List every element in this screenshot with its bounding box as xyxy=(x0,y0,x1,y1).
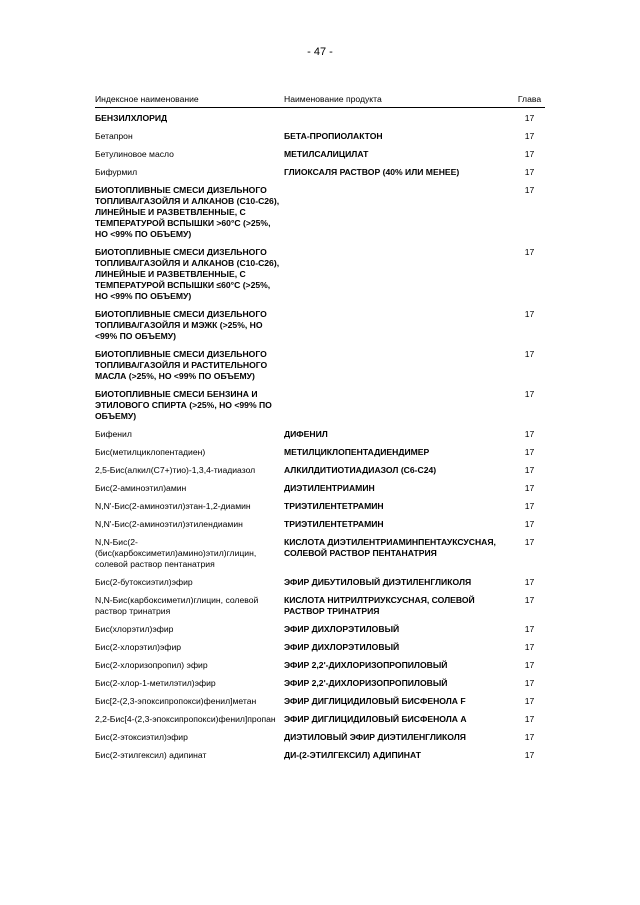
table-row xyxy=(95,624,545,642)
chapter-cell: 17 xyxy=(524,624,535,634)
product-name-cell xyxy=(284,247,514,309)
product-name-cell: ЭФИР ДИХЛОРЭТИЛОВЫЙ xyxy=(284,642,400,652)
table-row xyxy=(95,696,545,714)
index-name-cell: Бис(2-хлоризопропил) эфир xyxy=(95,660,208,670)
product-name-cell xyxy=(284,389,514,429)
chapter-cell: 17 xyxy=(524,167,535,177)
index-name-cell: БИОТОПЛИВНЫЕ СМЕСИ ДИЗЕЛЬНОГО ТОПЛИВА/ГАЗОЙЛЯ И МЭЖК (>25%, НО <99% ПО ОБЪЕМУ) xyxy=(95,309,267,341)
index-name-cell: БЕНЗИЛХЛОРИД xyxy=(95,113,168,123)
index-name-cell: Бис(2-этоксиэтил)эфир xyxy=(95,732,188,742)
chapter-cell: 17 xyxy=(524,113,535,123)
index-name-cell: БИОТОПЛИВНЫЕ СМЕСИ ДИЗЕЛЬНОГО ТОПЛИВА/ГАЗОЙЛЯ И АЛКАНОВ (С10-С26), ЛИНЕЙНЫЕ И РАЗВЕТВЛЕННЫЕ, С ТЕМПЕРАТУРОЙ ВСПЫШКИ ≤60°С (>25%, НО <99% ПО ОБЪЕМУ) xyxy=(95,247,280,301)
index-name-cell: N,N-Бис(2-(бис(карбоксиметил)амино)этил)глицин, солевой раствор пентанатрия xyxy=(95,537,257,569)
page-number: - 47 - xyxy=(307,46,333,58)
chapter-cell: 17 xyxy=(524,714,535,724)
product-name-cell: ТРИЭТИЛЕНТЕТРАМИН xyxy=(284,519,384,529)
chapter-cell: 17 xyxy=(524,678,535,688)
product-name-cell xyxy=(284,185,514,247)
index-name-cell: 2,2-Бис[4-(2,3-эпоксипропокси)фенил]пропан xyxy=(95,714,276,724)
product-name-cell: ДИЭТИЛЕНТРИАМИН xyxy=(284,483,375,493)
chapter-cell: 17 xyxy=(524,519,535,529)
product-name-cell xyxy=(284,108,514,132)
index-name-cell: Бис(2-бутоксиэтил)эфир xyxy=(95,577,193,587)
chapter-cell: 17 xyxy=(524,537,535,547)
chapter-cell: 17 xyxy=(524,349,535,359)
chapter-cell: 17 xyxy=(524,465,535,475)
chapter-cell: 17 xyxy=(524,389,535,399)
chapter-cell: 17 xyxy=(524,131,535,141)
chapter-cell: 17 xyxy=(524,732,535,742)
index-name-cell: N,N'-Бис(2-аминоэтил)этан-1,2-диамин xyxy=(95,501,251,511)
chapter-cell: 17 xyxy=(524,309,535,319)
chapter-cell: 17 xyxy=(524,429,535,439)
table-row xyxy=(95,577,545,595)
product-name-cell: ЭФИР ДИГЛИЦИДИЛОВЫЙ БИСФЕНОЛА А xyxy=(284,714,467,724)
product-name-cell: КИСЛОТА ДИЭТИЛЕНТРИАМИНПЕНТАУКСУСНАЯ, СОЛЕВОЙ РАСТВОР ПЕНТАНАТРИЯ xyxy=(284,537,496,558)
product-name-cell xyxy=(284,309,514,349)
index-name-cell: Бифурмил xyxy=(95,167,138,177)
table-row xyxy=(95,660,545,678)
index-name-cell: N,N'-Бис(2-аминоэтил)этилендиамин xyxy=(95,519,243,529)
index-name-cell: Бис(хлорэтил)эфир xyxy=(95,624,174,634)
chapter-cell: 17 xyxy=(524,577,535,587)
product-name-cell: ЭФИР 2,2'-ДИХЛОРИЗОПРОПИЛОВЫЙ xyxy=(284,660,448,670)
index-name-cell: Бетулиновое масло xyxy=(95,149,174,159)
index-table xyxy=(95,94,545,768)
index-name-cell: Бис(2-этилгексил) адипинат xyxy=(95,750,207,760)
chapter-cell: 17 xyxy=(524,149,535,159)
chapter-cell: 17 xyxy=(524,750,535,760)
table-row xyxy=(95,131,545,149)
chapter-cell: 17 xyxy=(524,447,535,457)
table-row xyxy=(95,595,545,624)
chapter-cell: 17 xyxy=(524,247,535,257)
table-row xyxy=(95,349,545,389)
table-row xyxy=(95,447,545,465)
table-header-row xyxy=(95,94,545,108)
product-name-cell: ЭФИР 2,2'-ДИХЛОРИЗОПРОПИЛОВЫЙ xyxy=(284,678,448,688)
table-row xyxy=(95,714,545,732)
table-row xyxy=(95,519,545,537)
product-name-cell: БЕТА-ПРОПИОЛАКТОН xyxy=(284,131,383,141)
chapter-cell: 17 xyxy=(524,660,535,670)
index-name-cell: Бис(2-хлор-1-метилэтил)эфир xyxy=(95,678,216,688)
product-name-cell: ГЛИОКСАЛЯ РАСТВОР (40% ИЛИ МЕНЕЕ) xyxy=(284,167,460,177)
product-name-cell: ДИЭТИЛОВЫЙ ЭФИР ДИЭТИЛЕНГЛИКОЛЯ xyxy=(284,732,466,742)
table-row xyxy=(95,501,545,519)
index-name-cell: Бис(2-хлорэтил)эфир xyxy=(95,642,182,652)
index-name-cell: 2,5-Бис(алкил(С7+)тио)-1,3,4-тиадиазол xyxy=(95,465,256,475)
product-name-cell: ЭФИР ДИБУТИЛОВЫЙ ДИЭТИЛЕНГЛИКОЛЯ xyxy=(284,577,472,587)
chapter-cell: 17 xyxy=(524,642,535,652)
chapter-cell: 17 xyxy=(524,696,535,706)
table-row xyxy=(95,642,545,660)
index-name-cell: Бис(метилциклопентадиен) xyxy=(95,447,206,457)
product-name-cell: МЕТИЛСАЛИЦИЛАТ xyxy=(284,149,369,159)
table-row xyxy=(95,185,545,247)
index-name-cell: БИОТОПЛИВНЫЕ СМЕСИ ДИЗЕЛЬНОГО ТОПЛИВА/ГАЗОЙЛЯ И АЛКАНОВ (С10-С26), ЛИНЕЙНЫЕ И РАЗВЕТВЛЕННЫЕ, С ТЕМПЕРАТУРОЙ ВСПЫШКИ >60°С (>25%, НО <99% ПО ОБЪЕМУ) xyxy=(95,185,280,239)
index-name-cell: Бетапрон xyxy=(95,131,133,141)
chapter-cell: 17 xyxy=(524,483,535,493)
table-row xyxy=(95,750,545,768)
table-row xyxy=(95,247,545,309)
header-chapter: Глава xyxy=(514,94,545,108)
product-name-cell: ТРИЭТИЛЕНТЕТРАМИН xyxy=(284,501,384,511)
index-name-cell: БИОТОПЛИВНЫЕ СМЕСИ БЕНЗИНА И ЭТИЛОВОГО СПИРТА (>25%, НО <99% ПО ОБЪЕМУ) xyxy=(95,389,272,421)
product-name-cell: ЭФИР ДИГЛИЦИДИЛОВЫЙ БИСФЕНОЛА F xyxy=(284,696,466,706)
table-row xyxy=(95,465,545,483)
product-name-cell: МЕТИЛЦИКЛОПЕНТАДИЕНДИМЕР xyxy=(284,447,430,457)
table-row xyxy=(95,108,545,132)
chapter-cell: 17 xyxy=(524,595,535,605)
index-name-cell: Бис(2-аминоэтил)амин xyxy=(95,483,187,493)
product-name-cell: ДИ-(2-ЭТИЛГЕКСИЛ) АДИПИНАТ xyxy=(284,750,422,760)
index-name-cell: Бифенил xyxy=(95,429,132,439)
header-product-name: Наименование продукта xyxy=(284,94,514,108)
index-name-cell: Бис[2-(2,3-эпоксипропокси)фенил]метан xyxy=(95,696,257,706)
product-name-cell: ЭФИР ДИХЛОРЭТИЛОВЫЙ xyxy=(284,624,400,634)
table-row xyxy=(95,309,545,349)
product-name-cell: АЛКИЛДИТИОТИАДИАЗОЛ (С6-С24) xyxy=(284,465,437,475)
product-name-cell: ДИФЕНИЛ xyxy=(284,429,328,439)
table-row xyxy=(95,732,545,750)
table-row xyxy=(95,389,545,429)
table-row xyxy=(95,537,545,577)
table-row xyxy=(95,167,545,185)
index-name-cell: N,N-Бис(карбоксиметил)глицин, солевой раствор тринатрия xyxy=(95,595,259,616)
product-name-cell xyxy=(284,349,514,389)
table-body xyxy=(95,108,545,769)
product-name-cell: КИСЛОТА НИТРИЛТРИУКСУСНАЯ, СОЛЕВОЙ РАСТВОР ТРИНАТРИЯ xyxy=(284,595,475,616)
table-row xyxy=(95,149,545,167)
chapter-cell: 17 xyxy=(524,185,535,195)
header-index-name: Индексное наименование xyxy=(95,94,284,108)
index-name-cell: БИОТОПЛИВНЫЕ СМЕСИ ДИЗЕЛЬНОГО ТОПЛИВА/ГАЗОЙЛЯ И РАСТИТЕЛЬНОГО МАСЛА (>25%, НО <99% ПО ОБЪЕМУ) xyxy=(95,349,268,381)
table-row xyxy=(95,678,545,696)
table-row xyxy=(95,483,545,501)
chapter-cell: 17 xyxy=(524,501,535,511)
table-row xyxy=(95,429,545,447)
